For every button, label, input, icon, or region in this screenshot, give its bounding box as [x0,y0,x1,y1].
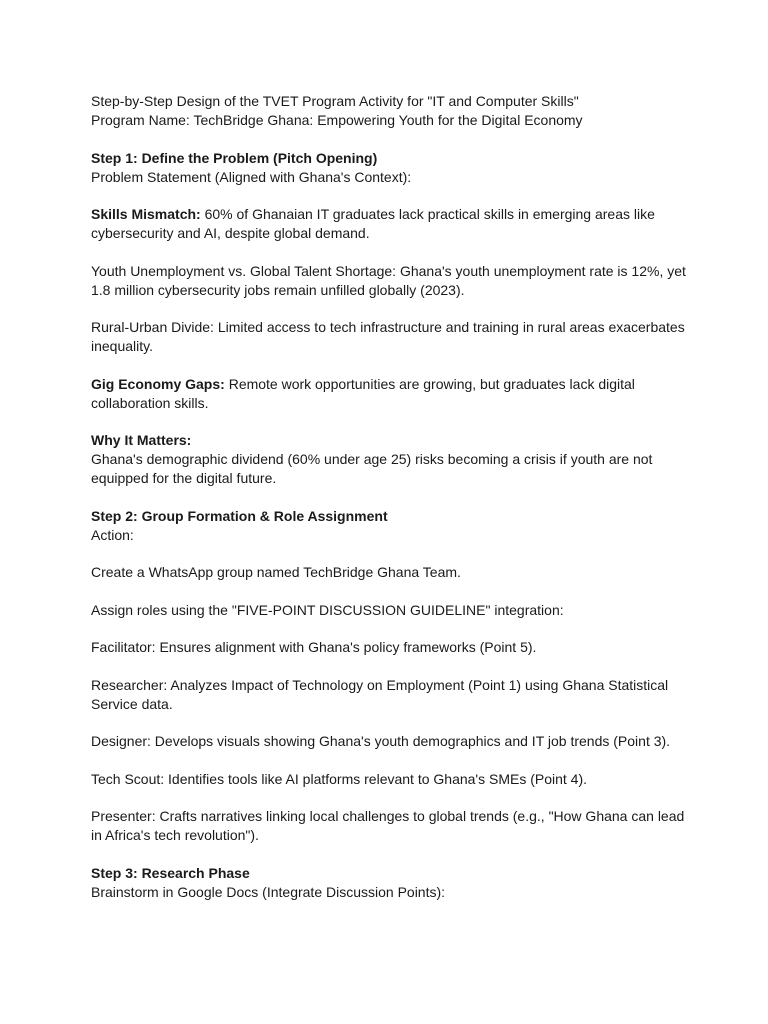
why-it-matters-label: Why It Matters: [91,432,192,448]
why-it-matters-text: Ghana's demographic dividend (60% under age 25) risks becoming a crisis if youth are not equipped for the digital future. [91,451,653,486]
action-label: Action: [91,526,134,543]
designer-paragraph: Designer: Develops visuals showing Ghana's youth demographics and IT job trends (Point 3). [91,733,671,749]
whatsapp-paragraph: Create a WhatsApp group named TechBridge Ghana Team. [91,564,461,580]
step2-heading: Step 2: Group Formation & Role Assignment [91,507,388,524]
tech-scout-paragraph: Tech Scout: Identifies tools like AI platforms relevant to Ghana's SMEs (Point 4). [91,770,588,787]
brainstorm-paragraph: Brainstorm in Google Docs (Integrate Discussion Points): [91,883,446,900]
document-title: Step-by-Step Design of the TVET Program Activity for "IT and Computer Skills" [91,93,579,109]
problem-statement-intro: Problem Statement (Aligned with Ghana's Context): [91,168,412,185]
rural-urban-paragraph: Rural-Urban Divide: Limited access to tech infrastructure and training in rural areas exacerbates inequality. [91,319,685,354]
presenter-paragraph: Presenter: Crafts narratives linking local challenges to global trends (e.g., "How Ghana can lead in Africa's tech revolution"). [91,808,685,843]
step1-heading: Step 1: Define the Problem (Pitch Opening) [91,149,378,166]
skills-mismatch-text: 60% of Ghanaian IT graduates lack practical skills in emerging areas like cybersecurity and AI, despite global demand. [91,206,655,241]
step3-heading: Step 3: Research Phase [91,864,250,881]
gig-economy-label: Gig Economy Gaps: [91,375,225,392]
youth-unemployment-paragraph: Youth Unemployment vs. Global Talent Shortage: Ghana's youth unemployment rate is 12%, yet 1.8 million cybersecurity jobs remain unfilled globally (2023). [91,262,686,298]
skills-mismatch-label: Skills Mismatch: [91,206,201,222]
facilitator-paragraph: Facilitator: Ensures alignment with Ghana's policy frameworks (Point 5). [91,639,537,655]
gig-economy-text: Remote work opportunities are growing, but graduates lack digital collaboration skills. [91,375,635,411]
document-page [91,92,691,902]
program-name: Program Name: TechBridge Ghana: Empowering Youth for the Digital Economy [91,112,583,128]
gig-economy-paragraph [91,375,691,413]
skills-mismatch-paragraph [91,205,691,243]
researcher-paragraph: Researcher: Analyzes Impact of Technology on Employment (Point 1) using Ghana Statistical Service data. [91,676,669,712]
assign-roles-paragraph: Assign roles using the "FIVE-POINT DISCUSSION GUIDELINE" integration: [91,601,564,618]
